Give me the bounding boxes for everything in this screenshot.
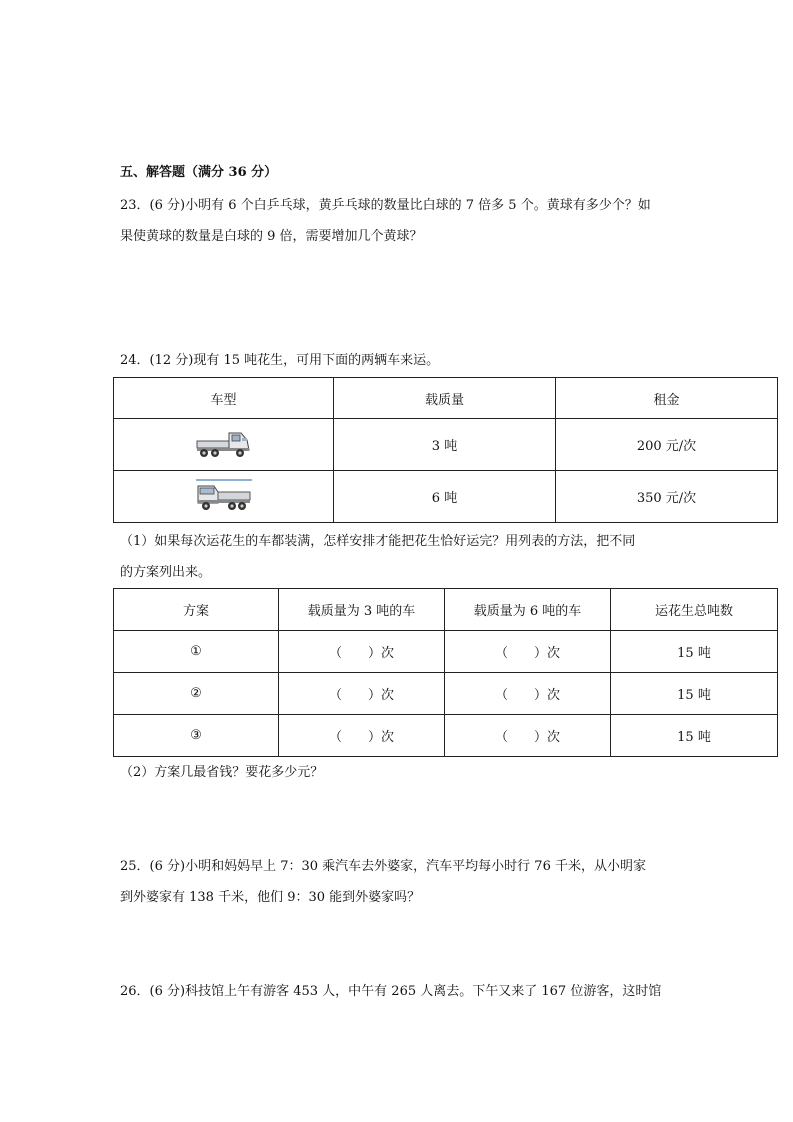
q25-line2: 到外婆家有 138 千米，他们 9：30 能到外婆家吗？: [120, 890, 421, 905]
truck-table-header: [114, 378, 778, 419]
q24-part1-line1: （1）如果每次运花生的车都装满，怎样安排才能把花生恰好运完？用列表的方法，把不同: [120, 534, 636, 549]
blank-cell-3t[interactable]: （ ）次: [279, 673, 445, 715]
header-cell: 载质量为 6 吨的车: [445, 589, 611, 631]
rent-cell: 200 元/次: [556, 419, 778, 471]
plan-cell: ③: [114, 715, 279, 757]
plan-cell: ②: [114, 673, 279, 715]
table-row: [114, 471, 778, 523]
table-row: [114, 631, 778, 673]
header-cell: 租金: [556, 378, 778, 419]
total-cell: 15 吨: [611, 673, 778, 715]
q24-part2: （2）方案几最省钱？要花多少元？: [120, 765, 324, 780]
q23-line2: 果使黄球的数量是白球的 9 倍，需要增加几个黄球？: [120, 229, 423, 244]
large-truck-icon: [194, 478, 254, 516]
blank-cell-3t[interactable]: （ ）次: [279, 631, 445, 673]
blank-cell-3t[interactable]: （ ）次: [279, 715, 445, 757]
q24-part1-line2: 的方案列出来。: [120, 565, 212, 580]
section-title: 五、解答题（满分 36 分）: [120, 165, 278, 180]
rent-cell: 350 元/次: [556, 471, 778, 523]
q25-line1: 25．(6 分)小明和妈妈早上 7：30 乘汽车去外婆家，汽车平均每小时行 76 千米，从小明家: [120, 859, 646, 874]
small-truck-icon: [195, 426, 253, 464]
plan-cell: ①: [114, 631, 279, 673]
q23-line1: 23．(6 分)小明有 6 个白乒乓球，黄乒乓球的数量比白球的 7 倍多 5 个。黄球有多少个？如: [120, 198, 651, 213]
truck-table: [113, 377, 778, 523]
total-cell: 15 吨: [611, 631, 778, 673]
load-cell: 3 吨: [334, 419, 556, 471]
header-cell: 载质量: [334, 378, 556, 419]
q26-line1: 26．(6 分)科技馆上午有游客 453 人，中午有 265 人离去。下午又来了 167 位游客，这时馆: [120, 984, 662, 999]
plan-table: [113, 588, 778, 757]
header-cell: 车型: [114, 378, 334, 419]
load-cell: 6 吨: [334, 471, 556, 523]
table-row: [114, 419, 778, 471]
blank-cell-6t[interactable]: （ ）次: [445, 715, 611, 757]
header-cell: 载质量为 3 吨的车: [279, 589, 445, 631]
q24-intro: 24．(12 分)现有 15 吨花生，可用下面的两辆车来运。: [120, 353, 440, 368]
blank-cell-6t[interactable]: （ ）次: [445, 631, 611, 673]
header-cell: 运花生总吨数: [611, 589, 778, 631]
blank-cell-6t[interactable]: （ ）次: [445, 673, 611, 715]
total-cell: 15 吨: [611, 715, 778, 757]
table-row: [114, 673, 778, 715]
table-row: [114, 715, 778, 757]
header-cell: 方案: [114, 589, 279, 631]
plan-table-header: [114, 589, 778, 631]
